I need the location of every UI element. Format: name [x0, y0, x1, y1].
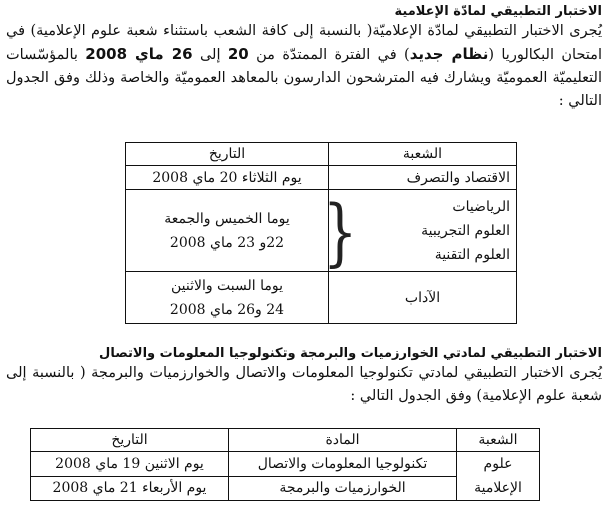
branch-cell [457, 452, 540, 501]
row3-date-line1: يوما السبت والاثنين [170, 277, 284, 294]
row1-branch: الاقتصاد والتصرف [329, 166, 517, 190]
row1-date: يوم الثلاثاء 20 ماي 2008 [126, 166, 329, 190]
curly-brace-icon: { [323, 189, 358, 275]
section1-table [125, 142, 517, 324]
section1-heading: الاختبار التطبيقي لمادّة الإعلامية [394, 4, 602, 19]
section2-heading: الاختبار التطبيقي لمادتي الخوارزميات والبرمجة وتكنولوجيا المعلومات والاتصال [99, 346, 602, 361]
row1-subject: تكنولوجيا المعلومات والاتصال [229, 452, 457, 477]
section1-para-part3: إلى [192, 47, 228, 63]
row2-date [126, 190, 329, 272]
table-row [126, 272, 517, 324]
section1-para-bold3: 26 ماي 2008 [85, 45, 193, 63]
row2-branch-3: العلوم التقنية [434, 246, 510, 263]
header-date: التاريخ [31, 429, 229, 452]
row2-date: يوم الأربعاء 21 ماي 2008 [31, 476, 229, 501]
section1-para-part2: ) في الفترة الممتدّة من [248, 47, 410, 63]
section1-para-part4: بالمؤسّسات التعليميّة العموميّة ويشارك فيه المترشحون الدارسون بالمعاهد العموميّة والخاصة وذلك وفق الجدول التالي : [6, 47, 602, 109]
section1-para-bold1: نظام جديد [409, 45, 489, 63]
table-row [126, 166, 517, 190]
row2-date-line1: يوما الخميس والجمعة [164, 210, 290, 227]
table-row [31, 452, 540, 477]
table-row [126, 190, 517, 272]
section2-paragraph: يُجرى الاختبار التطبيقي لمادتي تكنولوجيا المعلومات والاتصال والخوارزميات والبرمجة ( بالنسبة إلى شعبة علوم الإعلامية) وفق الجدول التالي : [6, 365, 602, 404]
header-branch: الشعبة [329, 143, 517, 166]
branch-line1: علوم [483, 456, 513, 472]
header-subject: المادة [229, 429, 457, 452]
branch-line2: الإعلامية [474, 480, 522, 496]
row3-date-line2: 24 و26 ماي 2008 [169, 301, 285, 318]
row1-date: يوم الاثنين 19 ماي 2008 [31, 452, 229, 477]
row2-subject: الخوارزميات والبرمجة [229, 476, 457, 501]
header-branch: الشعبة [457, 429, 540, 452]
row2-date-line2: 22و 23 ماي 2008 [169, 234, 285, 251]
section1-para-bold2: 20 [227, 45, 249, 63]
row2-branch-2: العلوم التجريبية [421, 222, 510, 239]
table-header-row [31, 429, 540, 452]
row3-date [126, 272, 329, 324]
row3-branch: الآداب [329, 272, 517, 324]
row2-branch-1: الرياضيات [452, 198, 510, 215]
section1-paragraph [6, 20, 602, 113]
table-header-row [126, 143, 517, 166]
row2-branches [323, 189, 517, 275]
section1-para-part1: يُجرى الاختبار التطبيقي لمادّة الإعلاميّة( بالنسبة إلى كافة الشعب باستثناء شعبة علوم الإعلامية) في امتحان البكالوريا ( [6, 23, 602, 63]
section2-table [30, 428, 540, 501]
header-date: التاريخ [126, 143, 329, 166]
